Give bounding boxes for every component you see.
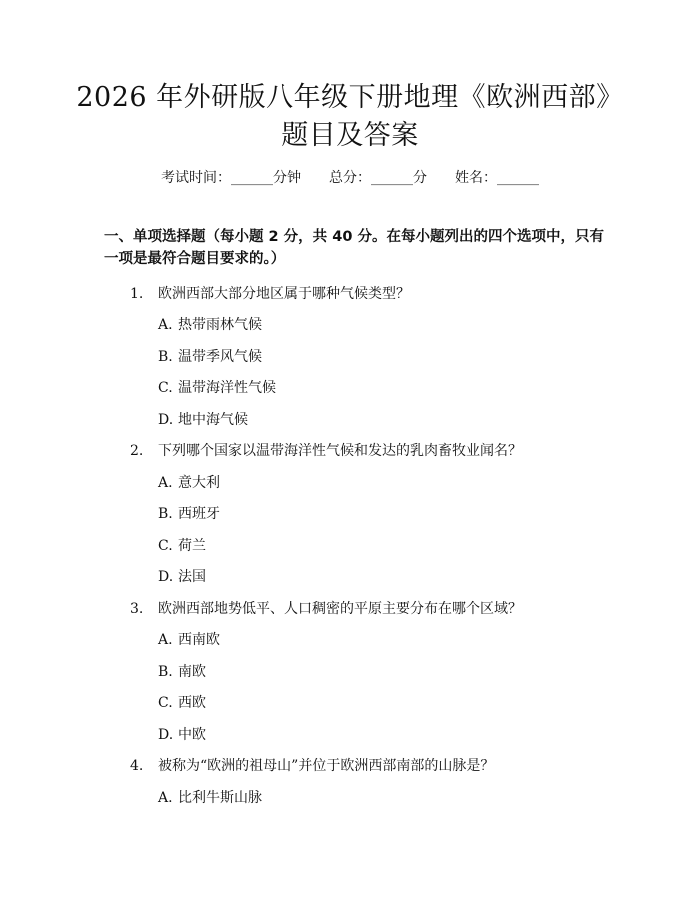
- question-2: [130, 440, 522, 462]
- option-text: 比利牛斯山脉: [178, 790, 262, 806]
- option-letter: B.: [158, 506, 173, 522]
- question-1: [130, 283, 410, 305]
- option-text: 西欧: [178, 695, 206, 711]
- total-score-field: 总分：______分: [329, 170, 427, 186]
- option-text: 温带季风气候: [178, 349, 262, 365]
- option-letter: C.: [158, 380, 173, 396]
- question-1-option-d: [158, 409, 248, 431]
- option-letter: A.: [158, 475, 173, 491]
- option-text: 西南欧: [178, 632, 220, 648]
- option-letter: D.: [158, 727, 174, 743]
- option-text: 西班牙: [178, 506, 220, 522]
- option-text: 意大利: [178, 475, 220, 491]
- question-2-option-c: [158, 535, 206, 557]
- option-text: 荷兰: [178, 538, 206, 554]
- option-letter: B.: [158, 664, 173, 680]
- question-1-option-a: [158, 314, 262, 336]
- page-title: 2026 年外研版八年级下册地理《欧洲西部》: [76, 82, 624, 113]
- option-letter: A.: [158, 632, 173, 648]
- question-2-option-d: [158, 566, 206, 588]
- option-text: 中欧: [178, 727, 206, 743]
- question-text: 被称为“欧洲的祖母山”并位于欧洲西部南部的山脉是？: [158, 758, 495, 774]
- option-letter: B.: [158, 349, 173, 365]
- option-letter: D.: [158, 569, 174, 585]
- option-text: 温带海洋性气候: [178, 380, 276, 396]
- student-name-field: 姓名：______: [455, 170, 539, 186]
- question-number: 4.: [130, 758, 144, 774]
- question-2-option-a: [158, 472, 220, 494]
- option-letter: D.: [158, 412, 174, 428]
- option-letter: C.: [158, 695, 173, 711]
- question-4: [130, 755, 494, 777]
- option-letter: A.: [158, 790, 173, 806]
- question-number: 3.: [130, 601, 144, 617]
- question-3-option-c: [158, 692, 206, 714]
- question-text: 欧洲西部大部分地区属于哪种气候类型？: [158, 286, 410, 302]
- question-4-option-a: [158, 787, 262, 809]
- option-letter: A.: [158, 317, 173, 333]
- section-heading-single-choice: 一、单项选择题（每小题 2 分，共 40 分。在每小题列出的四个选项中，只有一项是最符合题目要求的。）: [104, 229, 604, 267]
- question-3-option-d: [158, 724, 206, 746]
- option-letter: C.: [158, 538, 173, 554]
- question-3-option-b: [158, 661, 206, 683]
- page-title-subline: 题目及答案: [281, 120, 419, 151]
- question-2-option-b: [158, 503, 220, 525]
- question-number: 2.: [130, 443, 144, 459]
- exam-meta: [0, 167, 700, 189]
- question-3: [130, 598, 522, 620]
- option-text: 法国: [178, 569, 206, 585]
- option-text: 地中海气候: [178, 412, 248, 428]
- question-1-option-c: [158, 377, 276, 399]
- question-1-option-b: [158, 346, 262, 368]
- question-text: 下列哪个国家以温带海洋性气候和发达的乳肉畜牧业闻名？: [158, 443, 522, 459]
- option-text: 南欧: [178, 664, 206, 680]
- question-number: 1.: [130, 286, 144, 302]
- exam-time-field: 考试时间：______分钟: [161, 170, 301, 186]
- option-text: 热带雨林气候: [178, 317, 262, 333]
- question-text: 欧洲西部地势低平、人口稠密的平原主要分布在哪个区域？: [158, 601, 522, 617]
- question-3-option-a: [158, 629, 220, 651]
